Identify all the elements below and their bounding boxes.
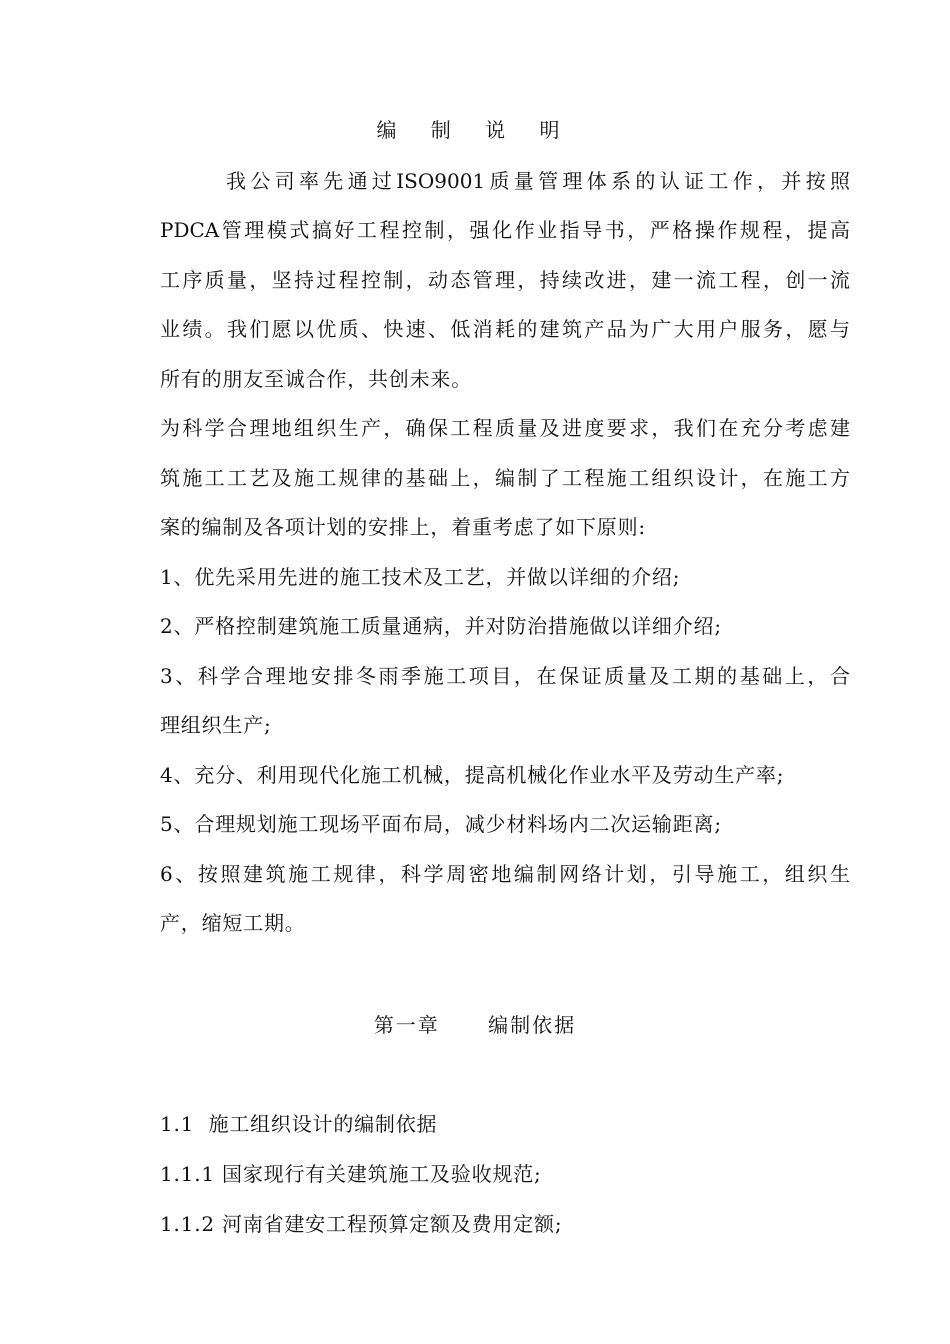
intro-line-3: 工序质量，坚持过程控制，动态管理，持续改进，建一流工程，创一流	[160, 268, 850, 292]
section-1-1: 1.1 施工组织设计的编制依据	[160, 1112, 438, 1136]
intro-line-4: 业绩。我们愿以优质、快速、低消耗的建筑产品为广大用户服务，愿与	[160, 317, 850, 341]
intro-line-5: 所有的朋友至诚合作，共创未来。	[160, 367, 472, 391]
purpose-line-3: 案的编制及各项计划的安排上，着重考虑了如下原则:	[160, 515, 646, 539]
principle-3: 3、科学合理地安排冬雨季施工项目，在保证质量及工期的基础上，合	[160, 664, 850, 688]
item-1-1-1: 1.1.1 国家现行有关建筑施工及验收规范;	[160, 1162, 542, 1186]
doc-title: 编 制 说 明	[376, 118, 574, 142]
chapter-title: 第一章 编制依据	[373, 1013, 577, 1037]
principle-6-cont: 产，缩短工期。	[160, 911, 306, 935]
principle-6: 6、按照建筑施工规律，科学周密地编制网络计划，引导施工，组织生	[160, 862, 850, 886]
purpose-line-1: 为科学合理地组织生产，确保工程质量及进度要求，我们在充分考虑建	[160, 416, 850, 440]
principle-5: 5、合理规划施工现场平面布局，减少材料场内二次运输距离;	[160, 812, 722, 836]
principle-2: 2、严格控制建筑施工质量通病，并对防治措施做以详细介绍;	[160, 614, 722, 638]
item-1-1-2: 1.1.2 河南省建安工程预算定额及费用定额;	[160, 1212, 563, 1236]
purpose-line-2: 筑施工工艺及施工规律的基础上，编制了工程施工组织设计，在施工方	[160, 466, 850, 490]
intro-line-2: PDCA管理模式搞好工程控制，强化作业指导书，严格操作规程，提高	[160, 218, 850, 242]
principle-3-cont: 理组织生产;	[160, 713, 272, 737]
principle-4: 4、充分、利用现代化施工机械，提高机械化作业水平及劳动生产率;	[160, 763, 785, 787]
intro-line-1: 我公司率先通过ISO9001质量管理体系的认证工作，并按照	[226, 169, 850, 193]
principle-1: 1、优先采用先进的施工技术及工艺，并做以详细的介绍;	[160, 565, 681, 589]
